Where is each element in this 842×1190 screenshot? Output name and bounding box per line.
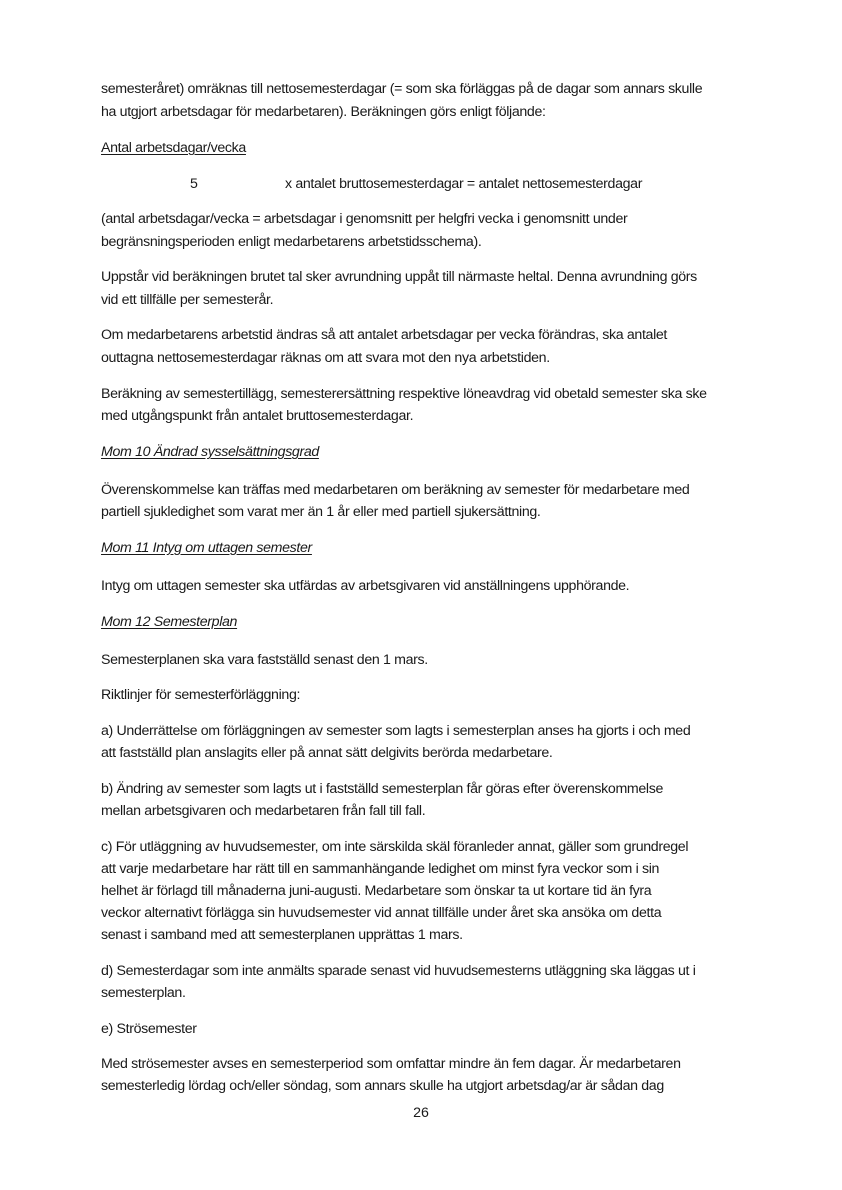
section-heading: Mom 11 Intyg om uttagen semester <box>101 540 312 556</box>
text-line: b) Ändring av semester som lagts ut i fastställd semesterplan får göras efter överenskommelse <box>101 781 664 797</box>
text-line: Riktlinjer för semesterförläggning: <box>101 687 301 703</box>
text-line: Semesterplanen ska vara fastställd senast den 1 mars. <box>101 652 428 668</box>
text-line: med utgångspunkt från antalet bruttosemesterdagar. <box>101 408 414 424</box>
text-line: att varje medarbetare har rätt till en sammanhängande ledighet om minst fyra veckor som i sin <box>101 861 660 877</box>
text-line: semesterplan. <box>101 985 186 1001</box>
text-line: semesterledig lördag och/eller söndag, som annars skulle ha utgjort arbetsdag/ar är sådan dag <box>101 1078 664 1094</box>
page-number: 26 <box>413 1105 429 1121</box>
section-heading: Mom 12 Semesterplan <box>101 614 238 630</box>
text-line: c) För utläggning av huvudsemester, om inte särskilda skäl föranleder annat, gäller som grundregel <box>101 839 689 855</box>
text-line: vid ett tillfälle per semesterår. <box>101 292 274 308</box>
text-line: Om medarbetarens arbetstid ändras så att antalet arbetsdagar per vecka förändras, ska antalet <box>101 327 668 343</box>
section-heading: Mom 10 Ändrad sysselsättningsgrad <box>101 444 319 460</box>
text-line: (antal arbetsdagar/vecka = arbetsdagar i genomsnitt per helgfri vecka i genomsnitt under <box>101 211 628 227</box>
text-line: helhet är förlagd till månaderna juni-augusti. Medarbetare som önskar ta ut kortare tid än fyra <box>101 883 652 899</box>
text-line: a) Underrättelse om förläggningen av semester som lagts i semesterplan anses ha gjorts i och med <box>101 723 691 739</box>
text-line: partiell sjukledighet som varat mer än 1 år eller med partiell sjukersättning. <box>101 504 541 520</box>
text-line: Med strösemester avses en semesterperiod som omfattar mindre än fem dagar. Är medarbetaren <box>101 1056 681 1072</box>
text-line: Beräkning av semestertillägg, semesterersättning respektive löneavdrag vid obetald semester ska ske <box>101 386 707 402</box>
text-line: att fastställd plan anslagits eller på annat sätt delgivits berörda medarbetare. <box>101 745 553 761</box>
text-line: mellan arbetsgivaren och medarbetaren från fall till fall. <box>101 803 426 819</box>
text-line: ha utgjort arbetsdagar för medarbetaren). Beräkningen görs enligt följande: <box>101 104 546 120</box>
text-line: Intyg om uttagen semester ska utfärdas av arbetsgivaren vid anställningens upphörande. <box>101 578 630 594</box>
text-line: semesteråret) omräknas till nettosemesterdagar (= som ska förläggas på de dagar som annars skulle <box>101 81 703 97</box>
text-line: e) Strösemester <box>101 1021 197 1037</box>
text-line: Överenskommelse kan träffas med medarbetaren om beräkning av semester för medarbetare med <box>101 482 690 498</box>
text-line: veckor alternativt förlägga sin huvudsemester vid annat tillfälle under året ska ansöka om detta <box>101 905 662 921</box>
text-line: senast i samband med att semesterplanen upprättas 1 mars. <box>101 927 463 943</box>
text-line: d) Semesterdagar som inte anmälts sparade senast vid huvudsemesterns utläggning ska läggas ut i <box>101 963 696 979</box>
text-line: Uppstår vid beräkningen brutet tal sker avrundning uppåt till närmaste heltal. Denna avrundning görs <box>101 269 697 285</box>
text-line: begränsningsperioden enligt medarbetarens arbetstidsschema). <box>101 234 482 250</box>
formula-rest: x antalet bruttosemesterdagar = antalet nettosemesterdagar <box>285 176 643 192</box>
formula-numerator: Antal arbetsdagar/vecka <box>101 140 246 156</box>
formula-denominator: 5 <box>190 176 198 192</box>
text-line: outtagna nettosemesterdagar räknas om att svara mot den nya arbetstiden. <box>101 350 550 366</box>
